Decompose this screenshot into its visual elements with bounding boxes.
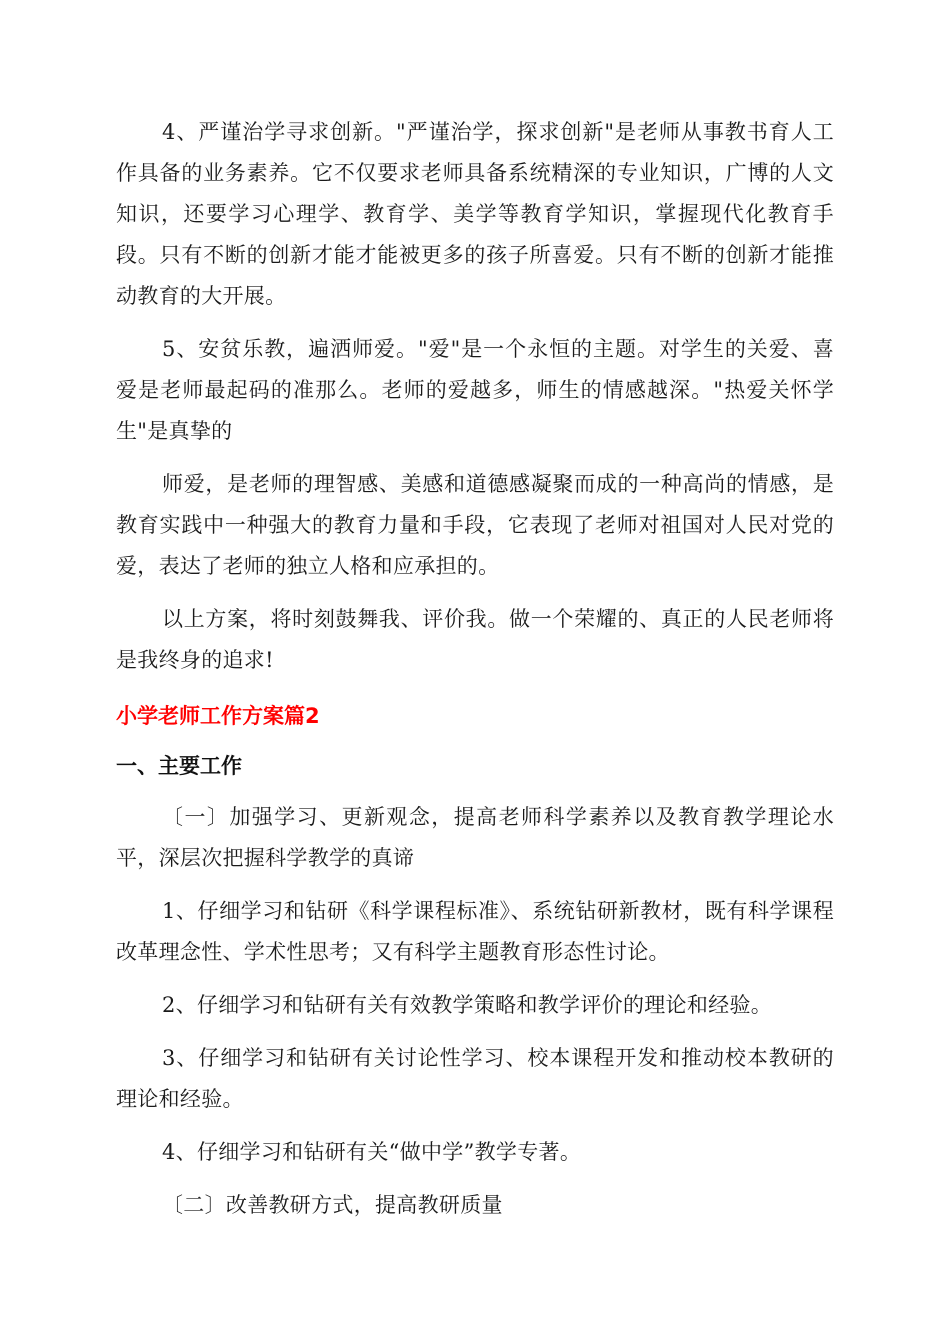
paragraph-innovation: 4、严谨治学寻求创新。"严谨治学，探求创新"是老师从事教书育人工作具备的业务素养。它不仅要求老师具备系统精深的专业知识，广博的人文知识，还要学习心理学、教育学、美学等教育学知识，掌握现代化教育手段。只有不断的创新才能才能被更多的孩子所喜爱。只有不断的创新才能推动教育的大开展。 [116, 120, 834, 308]
section-title: 小学老师工作方案篇2 [116, 704, 320, 728]
subheading-research: 〔二〕改善教研方式，提高教研质量 [162, 1193, 503, 1217]
list-item-3: 3、仔细学习和钻研有关讨论性学习、校本课程开发和推动校本教研的理论和经验。 [116, 1046, 834, 1111]
main-work-heading: 一、主要工作 [116, 754, 242, 778]
subheading-study: 〔一〕加强学习、更新观念，提高老师科学素养以及教育教学理论水平，深层次把握科学教学的真谛 [116, 805, 834, 870]
list-item-1: 1、仔细学习和钻研《科学课程标准》、系统钻研新教材，既有科学课程改革理念性、学术性思考；又有科学主题教育形态性讨论。 [116, 899, 834, 964]
paragraph-teacher-love: 5、安贫乐教，遍洒师爱。"爱"是一个永恒的主题。对学生的关爱、喜爱是老师最起码的准那么。老师的爱越多，师生的情感越深。"热爱关怀学生"是真挚的 [116, 337, 834, 443]
list-item-2: 2、仔细学习和钻研有关有效教学策略和教学评价的理论和经验。 [162, 993, 773, 1017]
paragraph-teacher-love-continued: 师爱，是老师的理智感、美感和道德感凝聚而成的一种高尚的情感，是教育实践中一种强大的教育力量和手段，它表现了老师对祖国对人民对党的爱，表达了老师的独立人格和应承担的。 [116, 472, 834, 578]
paragraph-conclusion: 以上方案，将时刻鼓舞我、评价我。做一个荣耀的、真正的人民老师将是我终身的追求! [116, 607, 834, 672]
list-item-4: 4、仔细学习和钻研有关“做中学”教学专著。 [162, 1140, 582, 1164]
document-body [116, 112, 834, 1238]
